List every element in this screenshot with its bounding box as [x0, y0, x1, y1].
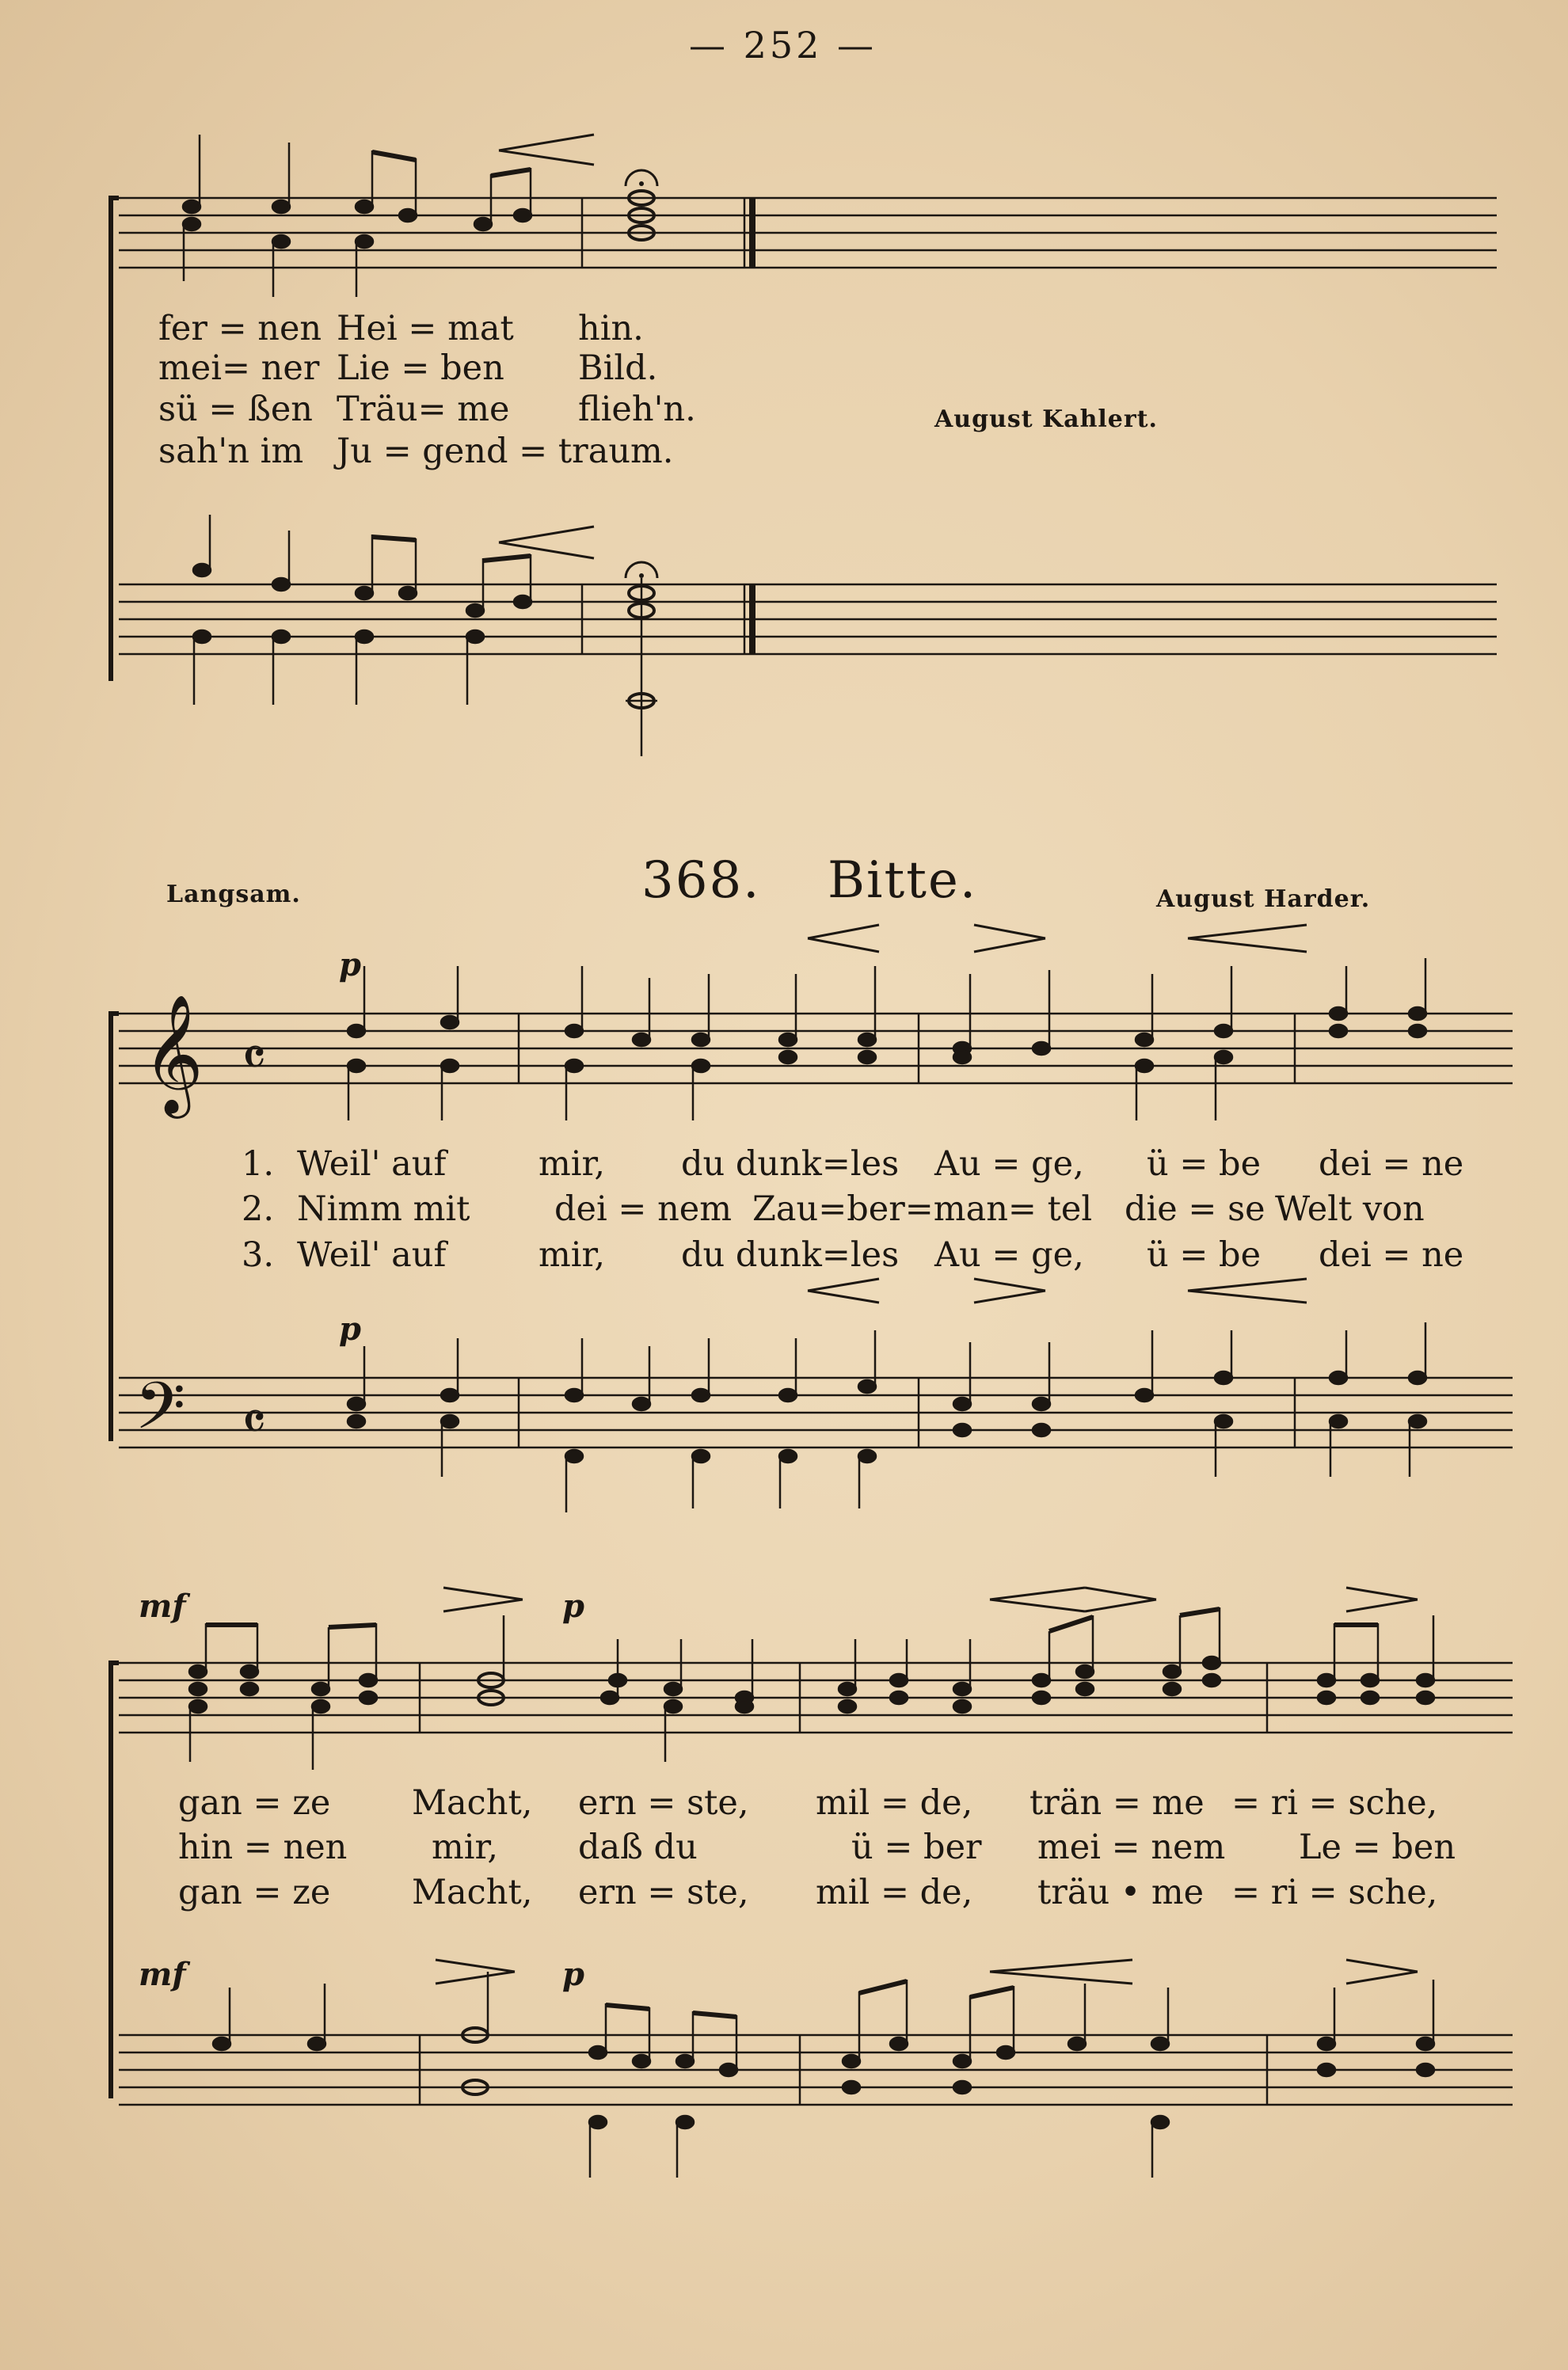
system1-treble-staff [119, 934, 1513, 1132]
lyric-syllable: = ri = sche, [1231, 1873, 1438, 1912]
dynamic-mf: mf [139, 1956, 186, 1993]
lyric-syllable: ü = ber [851, 1828, 982, 1867]
prev-lyric: hin. [578, 309, 644, 348]
lyric-syllable: dei = ne [1319, 1144, 1464, 1184]
svg-text:𝄴: 𝄴 [242, 1390, 267, 1455]
song-number: 368. [641, 851, 761, 910]
lyric-syllable: gan = ze [178, 1873, 331, 1912]
lyric-syllable: Au = ge, [934, 1144, 1084, 1184]
system2-bass-staff [119, 1948, 1513, 2185]
prev-lyric: flieh'n. [578, 390, 696, 429]
lyric-syllable: Weil' auf [297, 1144, 447, 1184]
prev-song-bass-staff [119, 491, 1497, 760]
lyric-syllable: trän = me [1029, 1783, 1205, 1823]
lyric-syllable: mir, [539, 1144, 606, 1184]
svg-text:𝄞: 𝄞 [143, 993, 204, 1113]
lyric-syllable: Macht, [412, 1783, 533, 1823]
lyric-syllable: Weil' auf [297, 1235, 447, 1275]
song-title: Bitte. [828, 851, 978, 910]
dynamic-p: p [339, 946, 361, 983]
lyric-syllable: daß du [578, 1828, 698, 1867]
tempo-marking: Langsam. [166, 881, 301, 908]
lyric-syllable: du dunk=les [681, 1235, 900, 1275]
lyric-syllable: ü = be [1147, 1144, 1262, 1184]
svg-text:𝄴: 𝄴 [242, 1025, 267, 1090]
lyric-syllable: mei = nem [1037, 1828, 1226, 1867]
prev-composer: August Kahlert. [934, 405, 1158, 433]
lyric-syllable: Le = ben [1299, 1828, 1456, 1867]
lyric-syllable: Au = ge, [934, 1235, 1084, 1275]
dynamic-p: p [562, 1956, 584, 1993]
lyric-syllable: dei = ne [1319, 1235, 1464, 1275]
verse-number: 3. [242, 1235, 275, 1275]
lyric-syllable: Welt von [1275, 1189, 1425, 1229]
prev-lyric: Träu= me [337, 390, 510, 429]
lyric-syllable: ü = be [1147, 1235, 1262, 1275]
verse-number: 1. [242, 1144, 275, 1184]
dynamic-p: p [562, 1588, 584, 1625]
lyric-syllable: du dunk=les [681, 1144, 900, 1184]
system2-treble-staff [119, 1584, 1513, 1790]
song-composer: August Harder. [1156, 885, 1371, 913]
lyric-syllable: hin = nen [178, 1828, 348, 1867]
prev-lyric: sü = ßen [158, 390, 313, 429]
lyric-syllable: Macht, [412, 1873, 533, 1912]
lyric-syllable: mil = de, [816, 1873, 973, 1912]
lyric-syllable: ern = ste, [578, 1873, 749, 1912]
page-number: — 252 — [689, 24, 877, 67]
prev-lyric: sah'n im [158, 432, 304, 471]
lyric-syllable: = ri = sche, [1231, 1783, 1438, 1823]
lyric-syllable: ern = ste, [578, 1783, 749, 1823]
lyric-syllable: mir, [539, 1235, 606, 1275]
system1-bass-staff [119, 1299, 1513, 1520]
lyric-syllable: gan = ze [178, 1783, 331, 1823]
prev-lyric: mei= ner [158, 348, 320, 388]
lyric-syllable: dei = nem [554, 1189, 733, 1229]
lyric-syllable: Nimm mit [297, 1189, 470, 1229]
verse-number: 2. [242, 1189, 275, 1229]
prev-lyric: Lie = ben [337, 348, 504, 388]
prev-lyric: Ju = gend = traum. [337, 432, 674, 471]
dynamic-p: p [339, 1311, 361, 1348]
prev-lyric: Bild. [578, 348, 658, 388]
lyric-syllable: mir, [432, 1828, 499, 1867]
prev-lyric: fer = nen [158, 309, 322, 348]
lyric-syllable: Zau=ber=man= tel [752, 1189, 1093, 1229]
dynamic-mf: mf [139, 1588, 186, 1625]
prev-lyric: Hei = mat [337, 309, 514, 348]
lyric-syllable: träu • me [1037, 1873, 1205, 1912]
lyric-syllable: die = se [1125, 1189, 1265, 1229]
svg-text:𝄢: 𝄢 [135, 1368, 186, 1460]
lyric-syllable: mil = de, [816, 1783, 973, 1823]
prev-song-treble-staff [119, 111, 1497, 309]
